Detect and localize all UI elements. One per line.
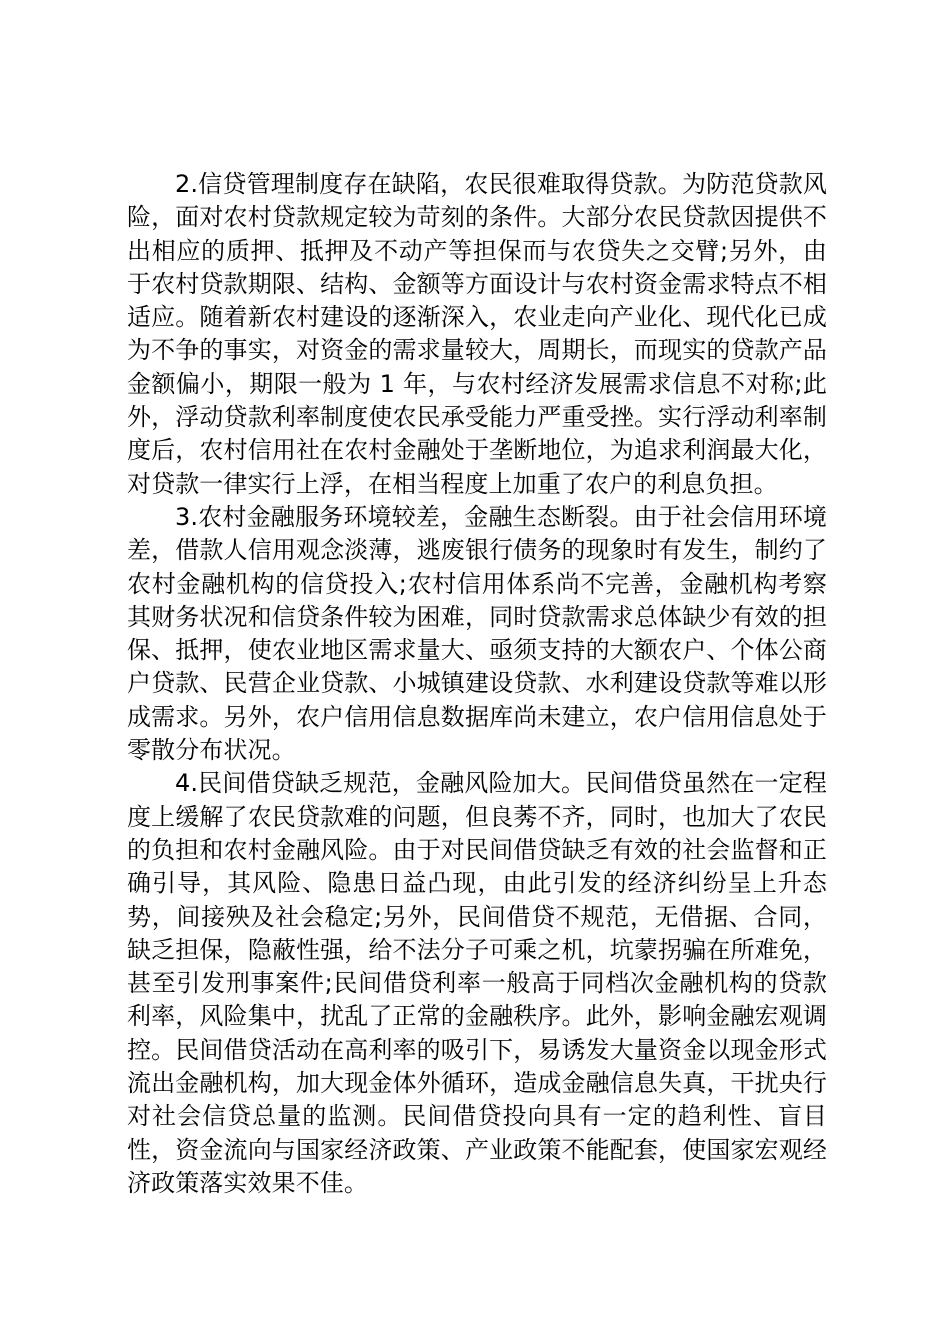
paragraph-private-lending: 4.民间借贷缺乏规范，金融风险加大。民间借贷虽然在一定程度上缓解了农民贷款难的问题，但良莠不齐，同时，也加大了农民的负担和农村金融风险。由于对民间借贷缺乏有效的社会监督和正确引导，其风险、隐患日益凸现，由此引发的经济纠纷呈上升态势，间接殃及社会稳定;另外，民间借贷不规范，无借据、合同，缺乏担保，隐蔽性强，给不法分子可乘之机，坑蒙拐骗在所难免，甚至引发刑事案件;民间借贷利率一般高于同档次金融机构的贷款利率，风险集中，扰乱了正常的金融秩序。此外，影响金融宏观调控。民间借贷活动在高利率的吸引下，易诱发大量资金以现金形式流出金融机构，加大现金体外循环，造成金融信息失真，干扰央行对社会信贷总量的监测。民间借贷投向具有一定的趋利性、盲目性，资金流向与国家经济政策、产业政策不能配套，使国家宏观经济政策落实效果不佳。 — [127, 769, 827, 1197]
document-body — [127, 168, 827, 1200]
paragraph-credit-management: 2.信贷管理制度存在缺陷，农民很难取得贷款。为防范贷款风险，面对农村贷款规定较为苛刻的条件。大部分农民贷款因提供不出相应的质押、抵押及不动产等担保而与农贷失之交臂;另外，由于农村贷款期限、结构、金额等方面设计与农村资金需求特点不相适应。随着新农村建设的逐渐深入，农业走向产业化、现代化已成为不争的事实，对资金的需求量较大，周期长，而现实的贷款产品金额偏小，期限一般为 1 年，与农村经济发展需求信息不对称;此外，浮动贷款利率制度使农民承受能力严重受挫。实行浮动利率制度后，农村信用社在农村金融处于垄断地位，为追求利润最大化，对贷款一律实行上浮，在相当程度上加重了农户的利息负担。 — [127, 170, 827, 498]
paragraph-financial-environment: 3.农村金融服务环境较差，金融生态断裂。由于社会信用环境差，借款人信用观念淡薄，逃废银行债务的现象时有发生，制约了农村金融机构的信贷投入;农村信用体系尚不完善，金融机构考察其财务状况和信贷条件较为困难，同时贷款需求总体缺少有效的担保、抵押，使农业地区需求量大、亟须支持的大额农户、个体公商户贷款、民营企业贷款、小城镇建设贷款、水利建设贷款等难以形成需求。另外，农户信用信息数据库尚未建立，农户信用信息处于零散分布状况。 — [127, 502, 827, 765]
